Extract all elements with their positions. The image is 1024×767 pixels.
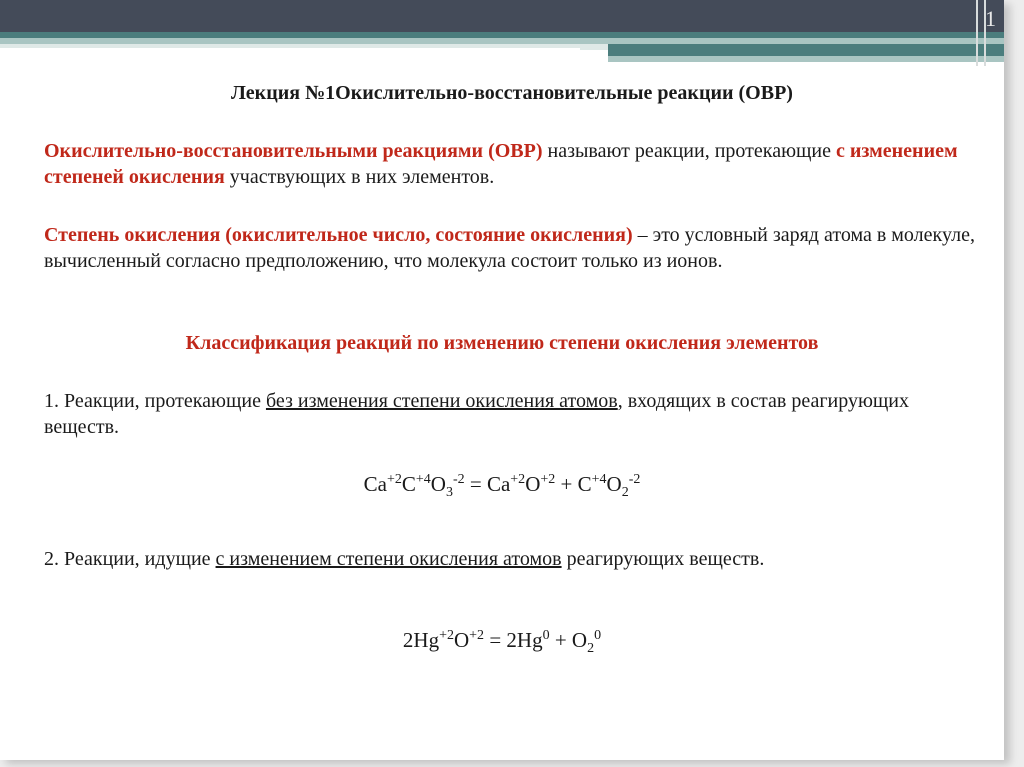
oxidation-number: +4 xyxy=(415,472,431,487)
eq-operator: = xyxy=(484,628,507,652)
definition-text: называют реакции, протекающие xyxy=(542,140,836,162)
definition-term: Окислительно-восстановительными реакциями (ОВР) xyxy=(44,140,543,162)
subscript: 2 xyxy=(587,641,595,656)
oxidation-state-text: – это условный заряд атома в молекуле, вычисленный согласно предположению, что молекула состоит только из ионов. xyxy=(44,224,975,272)
subscript: 2 xyxy=(621,485,629,500)
eq-term: O xyxy=(525,472,541,496)
equation xyxy=(0,628,1004,656)
eq-term: O xyxy=(571,628,588,652)
oxidation-number: +2 xyxy=(469,628,485,643)
oxidation-state-paragraph xyxy=(44,222,984,274)
oxidation-number: 0 xyxy=(542,628,550,643)
definition-paragraph xyxy=(44,138,984,190)
header-decoration xyxy=(608,56,1004,62)
subscript: 3 xyxy=(445,485,453,500)
oxidation-number: +2 xyxy=(439,628,454,643)
eq-term: O xyxy=(430,472,446,496)
equation xyxy=(0,472,1004,500)
item-underlined: с изменением степени окисления атомов xyxy=(215,548,562,570)
eq-term: Ca xyxy=(486,472,511,496)
page-title: Лекция №1Окислительно-восстановительные реакции (ОВР) xyxy=(231,82,793,104)
oxidation-number: +2 xyxy=(540,472,556,487)
eq-term: 2Hg xyxy=(506,628,543,652)
oxidation-number: +4 xyxy=(591,472,607,487)
eq-term: O xyxy=(606,472,622,496)
definition-text: участвующих в них элементов. xyxy=(224,166,495,188)
oxidation-number: -2 xyxy=(628,472,641,487)
item-text: реагирующих веществ. xyxy=(561,548,765,570)
list-item xyxy=(44,546,984,572)
oxidation-state-term: Степень окисления (окислительное число, состояние окисления) xyxy=(44,224,633,246)
item-text: 1. Реакции, протекающие xyxy=(44,390,266,412)
eq-operator: + xyxy=(549,628,572,652)
slide-number: 1 xyxy=(985,6,996,31)
eq-operator: = xyxy=(464,472,487,496)
oxidation-number: +2 xyxy=(386,472,402,487)
eq-operator: + xyxy=(555,472,578,496)
item-text: , входящих в состав реагирующих веществ. xyxy=(44,390,910,438)
item-text: 2. Реакции, идущие xyxy=(44,548,216,570)
eq-term: C xyxy=(577,472,592,496)
eq-term: O xyxy=(453,628,470,652)
oxidation-number: 0 xyxy=(594,628,602,643)
eq-term: Ca xyxy=(363,472,387,496)
definition-highlight: с изменением степеней окисления xyxy=(44,140,958,188)
oxidation-number: -2 xyxy=(452,472,465,487)
list-item xyxy=(44,388,984,440)
header-decoration xyxy=(580,44,608,50)
top-bar xyxy=(0,0,1004,32)
classification-heading: Классификация реакций по изменению степени окисления элементов xyxy=(185,332,819,354)
item-underlined: без изменения степени окисления атомов xyxy=(265,390,618,412)
eq-term: C xyxy=(401,472,416,496)
header-decoration xyxy=(608,44,1004,56)
oxidation-number: +2 xyxy=(510,472,526,487)
eq-term: 2Hg xyxy=(402,628,440,652)
